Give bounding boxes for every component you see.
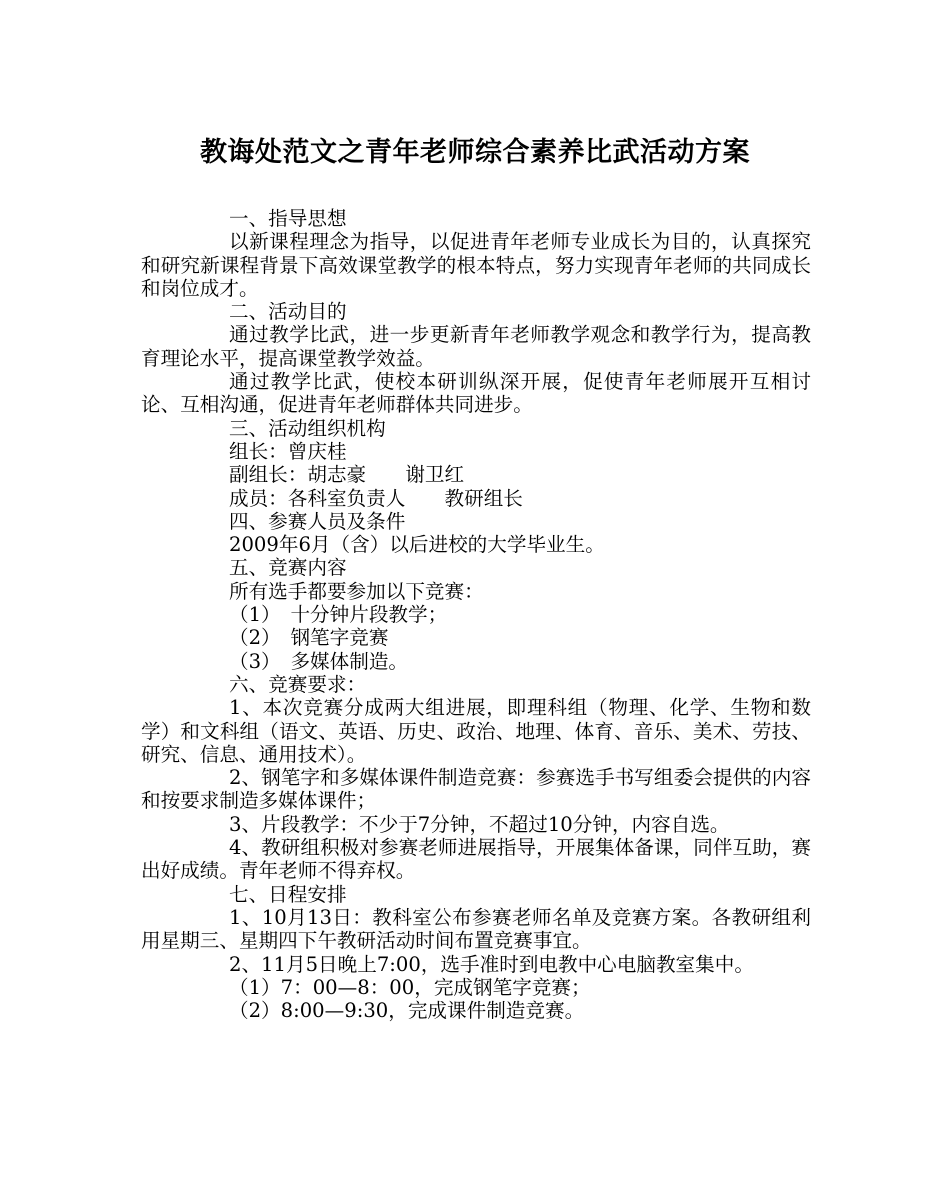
list-item: （2） 钢笔字竞赛 bbox=[229, 626, 389, 650]
section-heading-activity-purpose: 二、活动目的 bbox=[229, 300, 347, 324]
document-title: 教诲处范文之青年老师综合素养比武活动方案 bbox=[200, 137, 750, 168]
list-item: （3） 多媒体制造。 bbox=[229, 649, 409, 673]
list-item: （2）8:00—9:30，完成课件制造竞赛。 bbox=[229, 999, 585, 1023]
list-item: （1） 十分钟片段教学； bbox=[229, 603, 448, 627]
section-heading-content: 五、竞赛内容 bbox=[229, 556, 347, 580]
paragraph: 2、11月5日晚上7:00，选手准时到电教中心电脑教室集中。 bbox=[229, 952, 754, 976]
paragraph: 成员：各科室负责人 教研组长 bbox=[229, 486, 523, 510]
paragraph: 以新课程理念为指导，以促进青年老师专业成长为目的，认真探究和研究新课程背景下高效课堂教学的根本特点，努力实现青年老师的共同成长和岗位成才。 bbox=[141, 230, 811, 300]
paragraph: 3、片段教学：不少于7分钟，不超过10分钟，内容自选。 bbox=[229, 812, 730, 836]
section-heading-schedule: 七、日程安排 bbox=[229, 882, 347, 906]
paragraph: 所有选手都要参加以下竞赛： bbox=[229, 579, 484, 603]
paragraph: 通过教学比武，使校本研训纵深开展，促使青年老师展开互相讨论、互相沟通，促进青年老师群体共同进步。 bbox=[141, 370, 811, 417]
paragraph: 2009年6月（含）以后进校的大学毕业生。 bbox=[229, 533, 605, 557]
paragraph: 副组长：胡志豪 谢卫红 bbox=[229, 463, 465, 487]
paragraph: 1、本次竞赛分成两大组进展，即理科组（物理、化学、生物和数学）和文科组（语文、英语、历史、政治、地理、体育、音乐、美术、劳技、研究、信息、通用技术）。 bbox=[141, 696, 811, 766]
section-heading-guiding-ideology: 一、指导思想 bbox=[229, 207, 347, 230]
paragraph: 4、教研组积极对参赛老师进展指导，开展集体备课，同伴互助，赛出好成绩。青年老师不得弃权。 bbox=[141, 836, 811, 883]
section-heading-participants: 四、参赛人员及条件 bbox=[229, 509, 406, 533]
document-body bbox=[141, 207, 811, 1022]
section-heading-organization: 三、活动组织机构 bbox=[229, 416, 386, 440]
paragraph: 组长：曾庆桂 bbox=[229, 439, 347, 463]
paragraph: 2、钢笔字和多媒体课件制造竞赛：参赛选手书写组委会提供的内容和按要求制造多媒体课件； bbox=[141, 766, 811, 813]
section-heading-requirements: 六、竞赛要求： bbox=[229, 672, 367, 696]
list-item: （1）7：00—8：00，完成钢笔字竞赛； bbox=[229, 975, 591, 999]
paragraph: 1、10月13日：教科室公布参赛老师名单及竞赛方案。各教研组利用星期三、星期四下午教研活动时间布置竞赛事宜。 bbox=[141, 905, 811, 953]
paragraph: 通过教学比武，进一步更新青年老师教学观念和教学行为，提高教育理论水平，提高课堂教学效益。 bbox=[141, 323, 811, 370]
